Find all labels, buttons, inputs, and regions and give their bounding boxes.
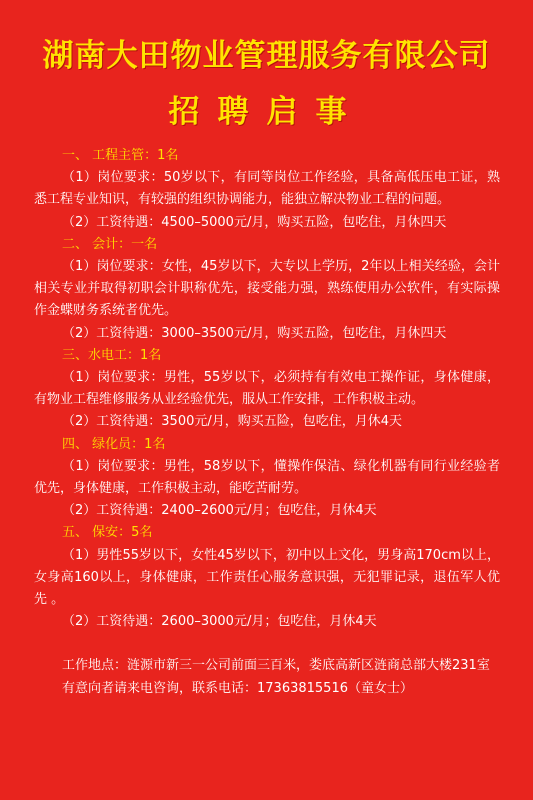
position-heading: 四、 绿化员：1名 — [62, 436, 166, 452]
position-salary: （2）工资待遇：3500元/月，购买五险，包吃住，月休4天 — [62, 414, 403, 430]
position-salary: （2）工资待遇：4500–5000元/月，购买五险，包吃住，月休四天 — [62, 214, 447, 230]
position-heading: 五、 保安：5名 — [62, 525, 153, 541]
position-requirement: （1）岗位要求：50岁以下，有同等岗位工作经验，具备高低压电工证，熟悉工程专业知识，有较强的组织协调能力，能独立解决物业工程的问题。 — [34, 170, 500, 208]
page-subtitle: 招聘启事 — [168, 94, 365, 130]
contact-info: 有意向者请来电咨询，联系电话：17363815516（童女士） — [62, 680, 413, 696]
position-heading: 三、水电工：1名 — [62, 347, 162, 363]
position-salary: （2）工资待遇：2600–3000元/月；包吃住，月休4天 — [62, 614, 377, 630]
spacer — [34, 633, 500, 655]
position-requirement: （1）岗位要求：男性，55岁以下，必须持有有效电工操作证，身体健康，有物业工程维修服务从业经验优先，服从工作安排，工作积极主动。 — [34, 370, 500, 408]
work-address: 工作地点：涟源市新三一公司前面三百米，娄底高新区涟商总部大楼231室 — [62, 658, 490, 674]
position-heading: 二、 会计：一名 — [62, 236, 158, 252]
position-requirement: （1）岗位要求：男性，58岁以下，懂操作保洁、绿化机器有同行业经验者优先，身体健康，工作积极主动，能吃苦耐劳。 — [34, 458, 500, 497]
company-title: 湖南大田物业管理服务有限公司 — [42, 38, 491, 74]
position-salary: （2）工资待遇：3000–3500元/月，购买五险，包吃住，月休四天 — [62, 325, 447, 341]
job-listing — [34, 145, 500, 700]
position-heading: 一、 工程主管：1名 — [62, 148, 179, 163]
position-requirement: （1）岗位要求：女性，45岁以下，大专以上学历，2年以上相关经验，会计相关专业并取得初职会计职称优先，接受能力强，熟练使用办公软件，有实际操作金蝶财务系统者优先。 — [34, 259, 500, 319]
position-requirement: （1）男性55岁以下，女性45岁以下，初中以上文化，男身高170cm以上，女身高160以上，身体健康，工作责任心服务意识强，无犯罪记录，退伍军人优先 。 — [34, 547, 500, 608]
position-salary: （2）工资待遇：2400–2600元/月；包吃住，月休4天 — [62, 503, 377, 519]
